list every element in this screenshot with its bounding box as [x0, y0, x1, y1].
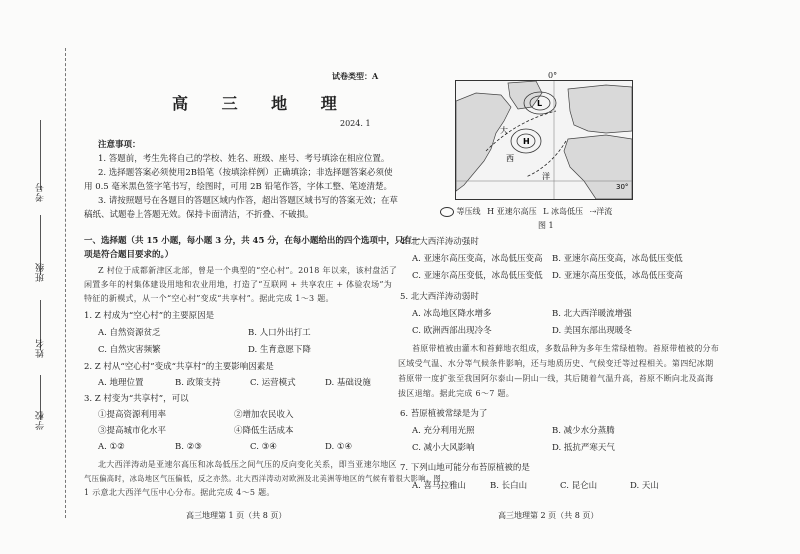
exam-no-underline: [40, 120, 41, 190]
passage1-line-3: 特征的新模式，从一个“空心村”变成“共享村”。据此完成 1～3 题。: [84, 294, 334, 303]
class-label: 班级: [36, 262, 46, 282]
q6-option-c[interactable]: C. 减小大风影响: [412, 443, 475, 453]
q7-option-b[interactable]: B. 长白山: [490, 481, 528, 491]
legend-low: L 冰岛低压: [543, 207, 584, 216]
passage2-line-3: 1 示意北大西洋气压中心分布。据此完成 4～5 题。: [84, 488, 275, 497]
q3-item-2: ②增加农民收入: [234, 410, 294, 420]
q2-option-d[interactable]: D. 基础设施: [325, 378, 371, 388]
legend-isobar-label: 等压线: [456, 207, 481, 216]
passage1-line-1: Z 村位于成都新津区北部，曾是一个典型的“空心村”。2018 年以来，该村盘活了: [98, 266, 398, 275]
ocean-label-3: 洋: [542, 172, 550, 181]
passage3-line-3: 苔原带一度扩张至我国阿尔泰山—阴山一线，其后随着气温升高，苔原不断向北及高海: [398, 374, 714, 383]
q2-option-a[interactable]: A. 地理位置: [98, 378, 144, 388]
passage3-line-2: 区域受气温、水分等气候条件影响，还与地质历史、气候变迁等过程相关。第四纪冰期: [398, 359, 714, 368]
q1-option-b[interactable]: B. 人口外出打工: [248, 328, 311, 338]
legend-high: H 亚速尔高压: [487, 207, 537, 216]
q3-option-c[interactable]: C. ③④: [250, 442, 277, 452]
exam-date: 2024. 1: [340, 119, 371, 128]
q6-option-d[interactable]: D. 抵抗严寒天气: [552, 443, 615, 453]
north-america-landmass: [456, 93, 511, 191]
q6-option-b[interactable]: B. 减少水分蒸腾: [552, 426, 615, 436]
q2-option-b[interactable]: B. 政策支持: [175, 378, 221, 388]
note-line-5: 稿纸、试题卷上答题无效。保持卡面清洁，不折叠、不破损。: [84, 210, 314, 220]
notes-heading: 注意事项：: [98, 140, 141, 150]
q4-option-b[interactable]: B. 亚速尔高压变高，冰岛低压变低: [552, 254, 683, 264]
page-title: 高 三 地 理: [172, 94, 351, 113]
current-arrow-icon: ⇢: [589, 207, 597, 216]
passage3-line-1: 苔原带植被由灌木和苔藓地衣组成，多数品种为多年生常绿植物。苔原带植被的分布: [412, 344, 720, 353]
school-label: 学校: [36, 410, 46, 430]
north-atlantic-map: [456, 81, 632, 199]
q3-option-d[interactable]: D. ①④: [325, 442, 353, 452]
q4-stem: 4. 北大西洋涛动强时: [400, 237, 479, 247]
latitude-label: 30°: [616, 183, 629, 191]
q3-option-b[interactable]: B. ②③: [175, 442, 202, 452]
q2-stem: 2. Z 村从“空心村”变成“共享村”的主要影响因素是: [84, 362, 274, 372]
passage1-line-2: 闲置多年的村集体建设用地和农业用地，打造了“互联网 + 共享农庄 + 体验农场”为: [84, 280, 393, 289]
q5-option-d[interactable]: D. 美国东部出现暖冬: [552, 326, 632, 336]
note-line-2: 2. 选择题答案必须使用2B铅笔（按填涂样例）正确填涂；非选择题答案必须使: [98, 168, 393, 178]
q1-option-a[interactable]: A. 自然资源贫乏: [98, 328, 161, 338]
map-legend: [440, 206, 616, 217]
q5-option-b[interactable]: B. 北大西洋暖流增强: [552, 309, 632, 319]
q3-item-3: ③提高城市化水平: [98, 426, 167, 436]
q7-stem: 7. 下列山地可能分布苔原植被的是: [400, 463, 530, 473]
footer-right: 高三地理第 2 页（共 8 页）: [498, 511, 599, 520]
q1-stem: 1. Z 村成为“空心村”的主要原因是: [84, 311, 215, 321]
q3-option-a[interactable]: A. ①②: [98, 442, 125, 452]
low-pressure-symbol: L: [537, 99, 543, 108]
paper-type: 试卷类型：A: [332, 71, 379, 81]
q7-option-a[interactable]: A. 喜马拉雅山: [412, 481, 467, 491]
q3-stem: 3. Z 村变为“共享村”，可以: [84, 394, 189, 404]
q3-item-4: ④降低生活成本: [234, 426, 294, 436]
legend-current: [590, 206, 613, 217]
q4-option-c[interactable]: C. 亚速尔高压变低，冰岛低压变低: [412, 271, 543, 281]
passage2-line-2: 气压偏高时，冰岛地区气压偏低，反之亦然。北大西洋涛动对欧洲及北美洲等地区的气候有着很大影响。图: [84, 474, 442, 483]
exam-no-label: 考号: [36, 182, 46, 202]
binding-cut-line: [65, 48, 66, 518]
q2-option-c[interactable]: C. 运营模式: [250, 378, 296, 388]
q7-option-d[interactable]: D. 天山: [630, 481, 659, 491]
q1-option-c[interactable]: C. 自然灾害频繁: [98, 345, 161, 355]
legend-isobar: [440, 206, 481, 217]
note-line-1: 1. 答题前，考生先将自己的学校、姓名、班级、座号、考号填涂在相应位置。: [98, 154, 390, 164]
q5-stem: 5. 北大西洋涛动弱时: [400, 292, 479, 302]
q4-option-a[interactable]: A. 亚速尔高压变高，冰岛低压变高: [412, 254, 543, 264]
q4-option-d[interactable]: D. 亚速尔高压变低，冰岛低压变高: [552, 271, 683, 281]
footer-left: 高三地理第 1 页（共 8 页）: [186, 511, 287, 520]
q7-option-c[interactable]: C. 昆仑山: [560, 481, 598, 491]
q6-stem: 6. 苔原植被常绿是为了: [400, 409, 488, 419]
q1-option-d[interactable]: D. 生育意愿下降: [248, 345, 311, 355]
q3-item-1: ①提高资源利用率: [98, 410, 167, 420]
isobar-swatch-icon: [440, 207, 454, 217]
legend-current-label: 洋流: [596, 207, 613, 216]
q5-option-a[interactable]: A. 冰岛地区降水增多: [412, 309, 492, 319]
note-line-4: 3. 请按照题号在各题目的答题区域内作答，超出答题区域书写的答案无效；在草: [98, 196, 398, 206]
section1-heading-cont: 项是符合题目要求的。）: [84, 250, 174, 260]
ocean-label-1: 大: [500, 126, 508, 135]
section1-heading: 一、选择题（共 15 小题，每小题 3 分，共 45 分，在每小题给出的四个选项中，只有一: [84, 236, 421, 246]
q5-option-c[interactable]: C. 欧洲西部出现冷冬: [412, 326, 492, 336]
figure-caption: 图 1: [538, 221, 554, 230]
passage2-line-1: 北大西洋涛动是亚速尔高压和冰岛低压之间气压的反向变化关系，即当亚速尔地区: [98, 460, 397, 469]
q6-option-a[interactable]: A. 充分利用光照: [412, 426, 475, 436]
map-meridian-label: 0°: [548, 71, 558, 80]
ocean-label-2: 西: [506, 154, 514, 163]
high-pressure-symbol: H: [523, 137, 530, 146]
note-line-3: 用 0.5 毫米黑色签字笔书写，绘图时，可用 2B 铅笔作答，字体工整、笔迹清楚。: [84, 182, 392, 192]
europe-landmass: [568, 85, 632, 133]
passage3-line-4: 拔区退缩。据此完成 6～7 题。: [398, 389, 515, 398]
name-label: 姓名: [36, 338, 46, 358]
map-figure: [455, 80, 633, 200]
